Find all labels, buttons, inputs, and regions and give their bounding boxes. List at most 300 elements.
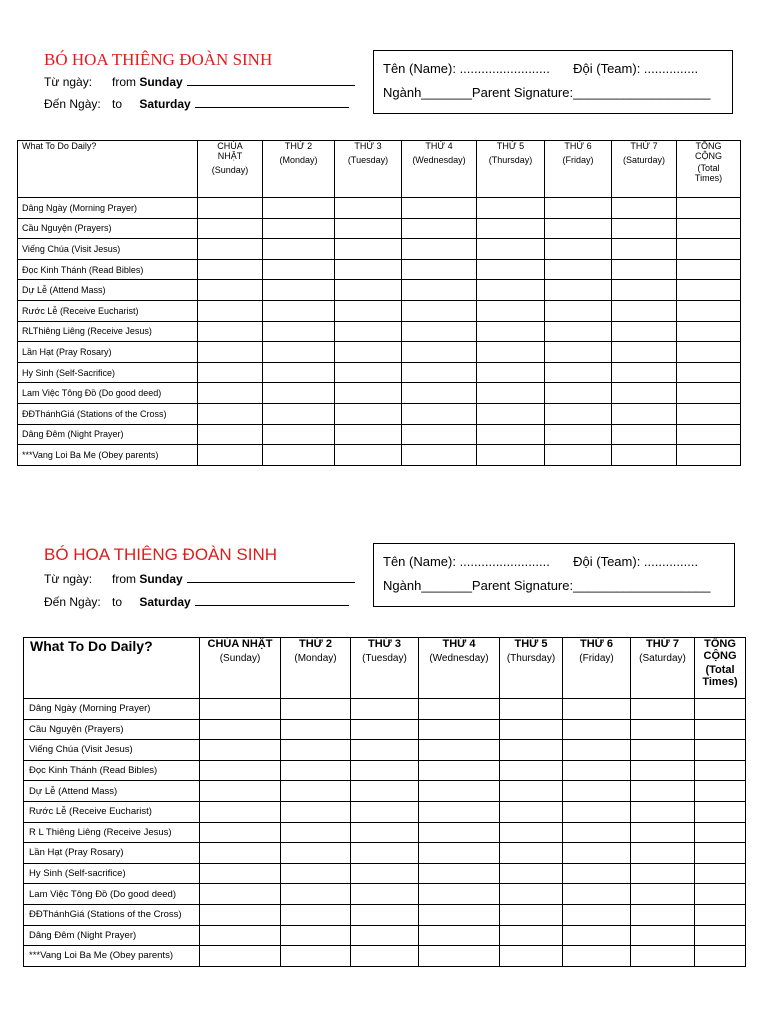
cell-sunday[interactable] [198, 239, 263, 260]
activity-label: Hy Sinh (Self-sacrifice) [24, 863, 200, 884]
cell-friday[interactable] [563, 781, 631, 802]
cell-total[interactable] [677, 321, 741, 342]
cell-friday[interactable] [563, 904, 631, 925]
cell-sunday[interactable] [198, 198, 263, 219]
cell-thursday[interactable] [477, 342, 545, 363]
cell-tuesday[interactable] [335, 424, 402, 445]
cell-total[interactable] [695, 946, 746, 967]
activity-label: Rước Lễ (Receive Eucharist) [18, 300, 198, 321]
table-row [18, 280, 741, 301]
cell-saturday[interactable] [612, 300, 677, 321]
cell-total[interactable] [677, 403, 741, 424]
cell-total[interactable] [677, 259, 741, 280]
cell-monday[interactable] [263, 445, 335, 466]
cell-tuesday[interactable] [351, 699, 419, 720]
cell-thursday[interactable] [477, 198, 545, 219]
cell-sunday[interactable] [200, 904, 281, 925]
cell-thursday[interactable] [500, 946, 563, 967]
cell-saturday[interactable] [631, 801, 695, 822]
cell-sunday[interactable] [198, 383, 263, 404]
cell-total[interactable] [695, 801, 746, 822]
cell-total[interactable] [695, 719, 746, 740]
from-prefix: from [112, 75, 136, 89]
header-sunday: CHÚA NHẬT (Sunday) [198, 141, 263, 198]
table-row [24, 740, 746, 761]
cell-monday[interactable] [281, 740, 351, 761]
cell-monday[interactable] [281, 925, 351, 946]
header-tuesday: THỨ 3 (Tuesday) [351, 638, 419, 699]
cell-monday[interactable] [281, 719, 351, 740]
cell-total[interactable] [677, 445, 741, 466]
cell-saturday[interactable] [612, 445, 677, 466]
form-title: BÓ HOA THIÊNG ĐOÀN SINH [44, 50, 273, 69]
cell-tuesday[interactable] [351, 719, 419, 740]
from-prefix: from [112, 572, 136, 586]
cell-wednesday[interactable] [419, 904, 500, 925]
cell-tuesday[interactable] [351, 801, 419, 822]
cell-saturday[interactable] [612, 362, 677, 383]
cell-saturday[interactable] [612, 218, 677, 239]
cell-sunday[interactable] [198, 300, 263, 321]
table-row [24, 760, 746, 781]
cell-wednesday[interactable] [402, 218, 477, 239]
cell-sunday[interactable] [200, 822, 281, 843]
cell-thursday[interactable] [500, 925, 563, 946]
table-row [24, 946, 746, 967]
cell-wednesday[interactable] [419, 884, 500, 905]
from-date-line [44, 74, 355, 89]
table-row [24, 843, 746, 864]
cell-total[interactable] [677, 362, 741, 383]
cell-monday[interactable] [281, 863, 351, 884]
form-title: BÓ HOA THIÊNG ĐOÀN SINH [44, 545, 278, 564]
from-date-line [44, 571, 355, 586]
to-label: Đến Ngày: [44, 595, 101, 609]
cell-sunday[interactable] [198, 362, 263, 383]
cell-saturday[interactable] [612, 424, 677, 445]
cell-saturday[interactable] [612, 198, 677, 219]
activity-label: Dâng Ngày (Morning Prayer) [24, 699, 200, 720]
activity-label: ĐĐThánhGiá (Stations of the Cross) [18, 403, 198, 424]
cell-wednesday[interactable] [402, 198, 477, 219]
table-row [24, 904, 746, 925]
header-what-to-do: What To Do Daily? [18, 141, 198, 198]
cell-monday[interactable] [281, 760, 351, 781]
cell-saturday[interactable] [631, 884, 695, 905]
activity-label: Viếng Chúa (Visit Jesus) [18, 239, 198, 260]
table-row [24, 822, 746, 843]
cell-friday[interactable] [563, 884, 631, 905]
cell-tuesday[interactable] [351, 781, 419, 802]
cell-sunday[interactable] [200, 946, 281, 967]
cell-wednesday[interactable] [419, 801, 500, 822]
cell-monday[interactable] [281, 781, 351, 802]
cell-friday[interactable] [563, 719, 631, 740]
activity-label: Lam Việc Tông Đồ (Do good deed) [24, 884, 200, 905]
table-row [18, 342, 741, 363]
cell-friday[interactable] [545, 218, 612, 239]
cell-friday[interactable] [563, 863, 631, 884]
cell-saturday[interactable] [631, 863, 695, 884]
cell-sunday[interactable] [198, 403, 263, 424]
cell-sunday[interactable] [200, 740, 281, 761]
header-wednesday: THỨ 4 (Wednesday) [402, 141, 477, 198]
activity-label: Lam Việc Tông Đồ (Do good deed) [18, 383, 198, 404]
cell-tuesday[interactable] [351, 884, 419, 905]
from-date-field[interactable] [187, 571, 355, 583]
parent-signature-field[interactable]: Parent Signature:___________________ [471, 578, 711, 593]
table-row [18, 445, 741, 466]
table-row [24, 863, 746, 884]
cell-tuesday[interactable] [351, 904, 419, 925]
cell-wednesday[interactable] [419, 699, 500, 720]
cell-saturday[interactable] [612, 403, 677, 424]
cell-thursday[interactable] [500, 760, 563, 781]
cell-tuesday[interactable] [335, 259, 402, 280]
cell-monday[interactable] [263, 424, 335, 445]
cell-friday[interactable] [563, 946, 631, 967]
cell-monday[interactable] [281, 822, 351, 843]
cell-total[interactable] [677, 280, 741, 301]
cell-wednesday[interactable] [402, 300, 477, 321]
cell-sunday[interactable] [198, 342, 263, 363]
cell-saturday[interactable] [631, 904, 695, 925]
cell-thursday[interactable] [477, 403, 545, 424]
cell-monday[interactable] [263, 383, 335, 404]
table-row [18, 362, 741, 383]
from-label: Từ ngày: [44, 75, 93, 89]
cell-wednesday[interactable] [419, 863, 500, 884]
cell-thursday[interactable] [477, 259, 545, 280]
daily-activity-table [17, 140, 741, 466]
cell-wednesday[interactable] [402, 321, 477, 342]
cell-sunday[interactable] [198, 321, 263, 342]
table-row [18, 259, 741, 280]
cell-wednesday[interactable] [419, 781, 500, 802]
cell-sunday[interactable] [200, 843, 281, 864]
cell-monday[interactable] [263, 218, 335, 239]
cell-thursday[interactable] [500, 699, 563, 720]
cell-monday[interactable] [281, 843, 351, 864]
table-row [24, 925, 746, 946]
cell-total[interactable] [695, 760, 746, 781]
cell-wednesday[interactable] [402, 342, 477, 363]
cell-friday[interactable] [545, 239, 612, 260]
cell-total[interactable] [677, 300, 741, 321]
cell-saturday[interactable] [631, 946, 695, 967]
activity-label: Dự Lễ (Attend Mass) [18, 280, 198, 301]
activity-label: Đọc Kinh Thánh (Read Bibles) [18, 259, 198, 280]
to-label: Đến Ngày: [44, 97, 101, 111]
cell-monday[interactable] [263, 342, 335, 363]
cell-friday[interactable] [545, 321, 612, 342]
cell-friday[interactable] [545, 403, 612, 424]
cell-thursday[interactable] [500, 822, 563, 843]
cell-total[interactable] [695, 699, 746, 720]
cell-total[interactable] [695, 904, 746, 925]
cell-monday[interactable] [263, 280, 335, 301]
cell-tuesday[interactable] [351, 843, 419, 864]
cell-monday[interactable] [263, 362, 335, 383]
to-date-line [44, 594, 349, 609]
cell-sunday[interactable] [200, 719, 281, 740]
cell-total[interactable] [677, 198, 741, 219]
table-header-row [18, 141, 741, 198]
table-row [18, 198, 741, 219]
cell-sunday[interactable] [198, 259, 263, 280]
table-row [18, 424, 741, 445]
cell-tuesday[interactable] [335, 239, 402, 260]
cell-total[interactable] [695, 925, 746, 946]
cell-friday[interactable] [563, 925, 631, 946]
header-saturday: THỨ 7 (Saturday) [612, 141, 677, 198]
table-row [18, 383, 741, 404]
cell-wednesday[interactable] [402, 424, 477, 445]
cell-thursday[interactable] [500, 719, 563, 740]
cell-total[interactable] [695, 863, 746, 884]
cell-monday[interactable] [263, 259, 335, 280]
cell-wednesday[interactable] [402, 383, 477, 404]
cell-tuesday[interactable] [335, 280, 402, 301]
activity-label: Đọc Kinh Thánh (Read Bibles) [24, 760, 200, 781]
cell-monday[interactable] [281, 904, 351, 925]
to-prefix: to [112, 97, 123, 111]
cell-friday[interactable] [563, 801, 631, 822]
cell-total[interactable] [677, 239, 741, 260]
cell-sunday[interactable] [200, 760, 281, 781]
branch-signature-row [383, 578, 710, 593]
activity-label: RLThiêng Liêng (Receive Jesus) [18, 321, 198, 342]
cell-thursday[interactable] [477, 362, 545, 383]
cell-saturday[interactable] [612, 280, 677, 301]
cell-saturday[interactable] [612, 342, 677, 363]
cell-monday[interactable] [281, 801, 351, 822]
cell-thursday[interactable] [500, 843, 563, 864]
cell-thursday[interactable] [477, 445, 545, 466]
cell-sunday[interactable] [200, 699, 281, 720]
cell-wednesday[interactable] [419, 822, 500, 843]
cell-friday[interactable] [545, 300, 612, 321]
cell-monday[interactable] [263, 239, 335, 260]
activity-label: Cầu Nguyện (Prayers) [24, 719, 200, 740]
cell-monday[interactable] [263, 321, 335, 342]
header-sunday: CHÚA NHẬT (Sunday) [200, 638, 281, 699]
cell-friday[interactable] [545, 198, 612, 219]
cell-wednesday[interactable] [419, 925, 500, 946]
cell-total[interactable] [695, 884, 746, 905]
cell-saturday[interactable] [631, 781, 695, 802]
cell-total[interactable] [695, 843, 746, 864]
activity-label: Rước Lễ (Receive Eucharist) [24, 801, 200, 822]
cell-sunday[interactable] [200, 863, 281, 884]
cell-friday[interactable] [563, 822, 631, 843]
cell-sunday[interactable] [200, 801, 281, 822]
cell-tuesday[interactable] [335, 403, 402, 424]
from-date-field[interactable] [187, 74, 355, 86]
form-1 [0, 0, 768, 480]
cell-thursday[interactable] [500, 801, 563, 822]
cell-monday[interactable] [263, 300, 335, 321]
cell-thursday[interactable] [477, 300, 545, 321]
cell-friday[interactable] [545, 424, 612, 445]
cell-wednesday[interactable] [402, 259, 477, 280]
cell-thursday[interactable] [477, 321, 545, 342]
table-row [24, 719, 746, 740]
cell-sunday[interactable] [198, 218, 263, 239]
activity-rows [24, 699, 746, 967]
cell-friday[interactable] [545, 383, 612, 404]
cell-sunday[interactable] [198, 424, 263, 445]
name-field[interactable]: Tên (Name): ......................... [383, 554, 550, 569]
cell-wednesday[interactable] [402, 239, 477, 260]
team-field[interactable]: Đội (Team): ............... [573, 554, 699, 569]
name-team-row [383, 554, 698, 569]
cell-thursday[interactable] [477, 383, 545, 404]
cell-friday[interactable] [545, 259, 612, 280]
cell-tuesday[interactable] [335, 383, 402, 404]
cell-tuesday[interactable] [335, 321, 402, 342]
cell-sunday[interactable] [200, 884, 281, 905]
cell-thursday[interactable] [477, 239, 545, 260]
cell-thursday[interactable] [500, 863, 563, 884]
cell-tuesday[interactable] [351, 740, 419, 761]
cell-tuesday[interactable] [351, 822, 419, 843]
branch-signature-row [383, 85, 710, 100]
cell-thursday[interactable] [477, 218, 545, 239]
cell-friday[interactable] [563, 760, 631, 781]
branch-field[interactable]: Ngành_______ [383, 85, 472, 100]
header-monday: THỨ 2 (Monday) [281, 638, 351, 699]
table-row [24, 801, 746, 822]
cell-wednesday[interactable] [419, 740, 500, 761]
cell-tuesday[interactable] [335, 445, 402, 466]
activity-label: Cầu Nguyện (Prayers) [18, 218, 198, 239]
cell-wednesday[interactable] [402, 445, 477, 466]
activity-label: Lần Hạt (Pray Rosary) [24, 843, 200, 864]
header-wednesday: THỨ 4 (Wednesday) [419, 638, 500, 699]
cell-tuesday[interactable] [351, 925, 419, 946]
activity-label: Viếng Chúa (Visit Jesus) [24, 740, 200, 761]
from-label: Từ ngày: [44, 572, 93, 586]
cell-sunday[interactable] [200, 781, 281, 802]
cell-saturday[interactable] [631, 925, 695, 946]
cell-monday[interactable] [263, 198, 335, 219]
cell-friday[interactable] [563, 843, 631, 864]
cell-wednesday[interactable] [402, 362, 477, 383]
cell-total[interactable] [695, 781, 746, 802]
cell-saturday[interactable] [612, 321, 677, 342]
header-total: TỔNG CỘNG (Total Times) [695, 638, 746, 699]
cell-tuesday[interactable] [335, 198, 402, 219]
from-day: Sunday [139, 572, 183, 586]
table-row [18, 403, 741, 424]
cell-friday[interactable] [545, 280, 612, 301]
from-day: Sunday [139, 75, 183, 89]
cell-wednesday[interactable] [419, 719, 500, 740]
cell-thursday[interactable] [500, 740, 563, 761]
cell-monday[interactable] [281, 884, 351, 905]
cell-thursday[interactable] [500, 781, 563, 802]
form-2 [0, 495, 768, 995]
activity-label: ĐĐThánhGiá (Stations of the Cross) [24, 904, 200, 925]
cell-saturday[interactable] [631, 822, 695, 843]
header-friday: THỨ 6 (Friday) [563, 638, 631, 699]
cell-sunday[interactable] [198, 280, 263, 301]
cell-thursday[interactable] [477, 280, 545, 301]
cell-saturday[interactable] [631, 719, 695, 740]
cell-total[interactable] [695, 740, 746, 761]
cell-thursday[interactable] [477, 424, 545, 445]
cell-thursday[interactable] [500, 904, 563, 925]
team-field[interactable]: Đội (Team): ............... [573, 61, 699, 76]
cell-tuesday[interactable] [351, 946, 419, 967]
name-team-row [383, 61, 698, 76]
activity-label: R L Thiêng Liêng (Receive Jesus) [24, 822, 200, 843]
cell-monday[interactable] [281, 699, 351, 720]
cell-sunday[interactable] [198, 445, 263, 466]
branch-field[interactable]: Ngành_______ [383, 578, 472, 593]
activity-label: ***Vang Loi Ba Me (Obey parents) [24, 946, 200, 967]
cell-tuesday[interactable] [335, 362, 402, 383]
cell-wednesday[interactable] [402, 280, 477, 301]
cell-total[interactable] [695, 822, 746, 843]
cell-wednesday[interactable] [419, 946, 500, 967]
parent-signature-field[interactable]: Parent Signature:___________________ [471, 85, 711, 100]
to-date-line [44, 96, 349, 111]
cell-sunday[interactable] [200, 925, 281, 946]
cell-wednesday[interactable] [419, 760, 500, 781]
cell-total[interactable] [677, 383, 741, 404]
cell-tuesday[interactable] [335, 342, 402, 363]
table-header-row [24, 638, 746, 699]
activity-label: Hy Sinh (Self-Sacrifice) [18, 362, 198, 383]
to-date-field[interactable] [195, 96, 349, 108]
cell-friday[interactable] [545, 342, 612, 363]
cell-total[interactable] [677, 424, 741, 445]
cell-saturday[interactable] [612, 259, 677, 280]
table-row [18, 218, 741, 239]
cell-saturday[interactable] [612, 383, 677, 404]
cell-saturday[interactable] [631, 843, 695, 864]
header-tuesday: THỨ 3 (Tuesday) [335, 141, 402, 198]
cell-thursday[interactable] [500, 884, 563, 905]
name-field[interactable]: Tên (Name): ......................... [383, 61, 550, 76]
cell-tuesday[interactable] [335, 218, 402, 239]
cell-total[interactable] [677, 218, 741, 239]
cell-friday[interactable] [563, 699, 631, 720]
cell-saturday[interactable] [631, 760, 695, 781]
cell-tuesday[interactable] [351, 863, 419, 884]
cell-tuesday[interactable] [335, 300, 402, 321]
cell-friday[interactable] [545, 445, 612, 466]
cell-friday[interactable] [545, 362, 612, 383]
cell-monday[interactable] [263, 403, 335, 424]
cell-saturday[interactable] [631, 699, 695, 720]
cell-saturday[interactable] [631, 740, 695, 761]
cell-wednesday[interactable] [419, 843, 500, 864]
student-info-box [373, 543, 735, 607]
cell-tuesday[interactable] [351, 760, 419, 781]
table-row [18, 239, 741, 260]
header-what-to-do: What To Do Daily? [24, 638, 200, 699]
cell-monday[interactable] [281, 946, 351, 967]
activity-label: Dâng Đêm (Night Prayer) [18, 424, 198, 445]
cell-total[interactable] [677, 342, 741, 363]
to-date-field[interactable] [195, 594, 349, 606]
cell-friday[interactable] [563, 740, 631, 761]
cell-saturday[interactable] [612, 239, 677, 260]
cell-wednesday[interactable] [402, 403, 477, 424]
